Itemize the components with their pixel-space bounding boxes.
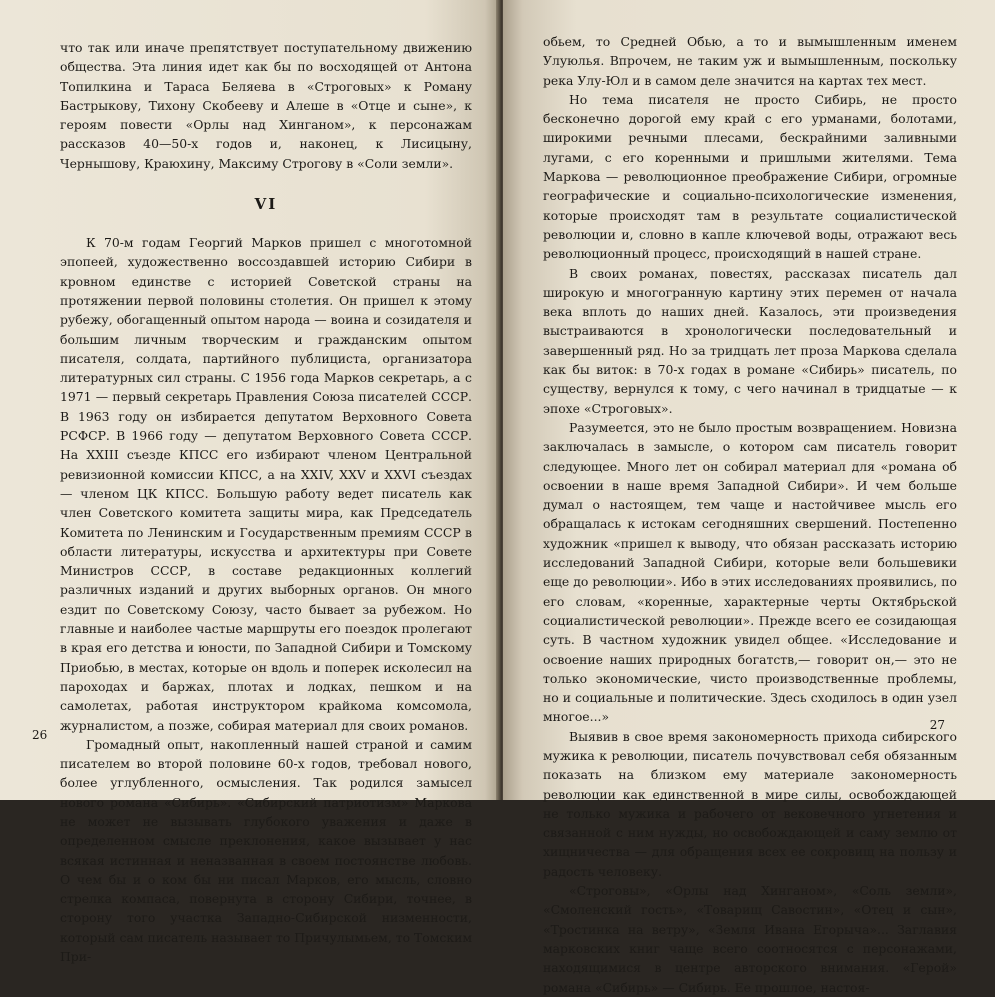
right-paragraph-1: обьем, то Средней Обью, а то и вымышленным именем Улуюлья. Впрочем, не таким уж и вымышленным, поскольку река Улу-Юл и в самом деле значится на картах тех мест. (543, 34, 957, 88)
right-page (503, 0, 995, 995)
left-paragraph-3: Громадный опыт, накопленный нашей страной и самим писателем во второй половине 60-х годов, требовал нового, более углубленного, осмысления. Так родился замысел нового романа «Сибирь». «Сибирский патриотизм» Маркова не может не вызывать глубокого уважения и даже в определенном смысле преклонения, какое вызывает у нас всякая истинная и неназванная в своем постоянстве любовь. О чем бы и о ком бы ни писал Марков, его мысль, словно стрелка компаса, повернута в сторону Сибири, точнее, в сторону того участка Западно-Сибирской низменности, который сам писатель называет то Причулымьем, то Томским При- (60, 736, 472, 965)
right-paragraph-3: В своих романах, повестях, рассказах писатель дал широкую и многогранную картину этих перемен от начала века вплоть до наших дней. Казалось, эти произведения выстраиваются в хронологически последовательный и завершенный ряд. Но за тридцать лет проза Маркова сделала как бы виток: в 70-х годах в романе «Сибирь» писатель, по существу, вернулся к тому, с чего начинал в тридцатые — к эпохе «Строговых». (543, 265, 957, 416)
right-paragraph-4: Разумеется, это не было простым возвращением. Новизна заключалась в замысле, о котором сам писатель говорит следующее. Много лет он собирал материал для «романа об освоении в наше время Западной Сибири». И чем больше думал о настоящем, тем чаще и настойчивее мысль его обращалась к истокам сегодняшних свершений. Постепенно художник «пришел к выводу, что обязан рассказать историю исследований Западной Сибири, которые вели большевики еще до революции». Ибо в этих исследованиях проявились, по его словам, «коренные, характерные черты Октябрьской социалистической революции». Прежде всего ее созидающая суть. В частном художник увидел общее. «Исследование и освоение наших природных богатств,— говорит он,— это не только экономические, чисто производственные проблемы, но и социальные и политические. Здесь сходилось в один узел многое...» (543, 419, 957, 725)
page-number-left: 26 (32, 728, 48, 742)
chapter-heading: VI (254, 195, 278, 214)
page-number-right: 27 (929, 718, 945, 732)
left-paragraph-2: К 70-м годам Георгий Марков пришел с многотомной эпопеей, художественно воссоздавшей историю Сибири в кровном единстве с историей Советской страны на протяжении первой половины столетия. Он пришел к этому рубежу, обогащенный опытом народа — воина и созидателя и большим личным творческим и гражданским опытом писателя, солдата, партийного публициста, организатора литературных сил страны. С 1956 года Марков секретарь, а с 1971 — первый секретарь Правления Союза писателей СССР. В 1963 году он избирается депутатом Верховного Совета РСФСР. В 1966 году — депутатом Верховного Совета СССР. На XXIII съезде КПСС его избирают членом Центральной ревизионной комиссии КПСС, а на XXIV, XXV и XXVI съездах — членом ЦК КПСС. Большую работу ведет писатель как член Советского комитета защиты мира, как Председатель Комитета по Ленинским и Государственным премиям СССР в области литературы, искусства и архитектуры при Совете Министров СССР, в составе редакционных коллегий различных изданий и других выборных органов. Он много ездит по Советскому Союзу, часто бывает за рубежом. Но главные и наиболее частые маршруты его поездок пролегают в края его детства и юности, по Западной Сибири и Томскому Приобью, в местах, которые он вдоль и поперек исколесил на пароходах и баржах, плотах и лодках, пешком и на самолетах, работая инструктором крайкома комсомола, журналистом, а позже, собирая материал для своих романов. (60, 235, 472, 733)
left-paragraph-1: что так или иначе препятствует поступательному движению общества. Эта линия идет как бы по восходящей от Антона Топилкина и Тараса Беляева в «Строговых» к Роману Бастрыкову, Тихону Скобееву и Алеше в «Отце и сыне», к героям повести «Орлы над Хинганом», к персонажам рассказов 40—50-х годов и, наконец, к Лисицыну, Чернышову, Краюхину, Максиму Строгову в «Соли земли». (60, 40, 472, 171)
right-paragraph-2: Но тема писателя не просто Сибирь, не просто бесконечно дорогой ему край с его урманами, болотами, широкими речными плесами, бескрайними заливными лугами, с его коренными и пришлыми жителями. Тема Маркова — революционное преображение Сибири, огромные географические и социально-психологические изменения, которые происходят там в результате социалистической революции и, словно в капле ключевой воды, отражают весь революционный процесс, происходящий в нашей стране. (543, 91, 957, 262)
left-page (0, 0, 500, 965)
right-paragraph-5: Выявив в свое время закономерность прихода сибирского мужика к революции, писатель почувствовал себя обязанным показать на близком ему материале закономерность революции как единственной в мире силы, освобождающей не только мужика и рабочего от вековечного угнетения и связанной с ним нужды, но освобождающей и саму землю от хищничества — для обращения всех ее сокровищ на пользу и радость человеку. (543, 728, 957, 879)
right-paragraph-6: «Строговы», «Орлы над Хинганом», «Соль земли», «Смоленский гость», «Товарищ Савостин», «Отец и сын», «Тростинка на ветру», «Земля Ивана Егорыча»... Заглавия марковских книг чаще всего соотносятся с персонажами, находящимися в центре авторского внимания. «Герой» романа «Сибирь» — Сибирь. Ее прошлое, настоя- (543, 883, 957, 995)
